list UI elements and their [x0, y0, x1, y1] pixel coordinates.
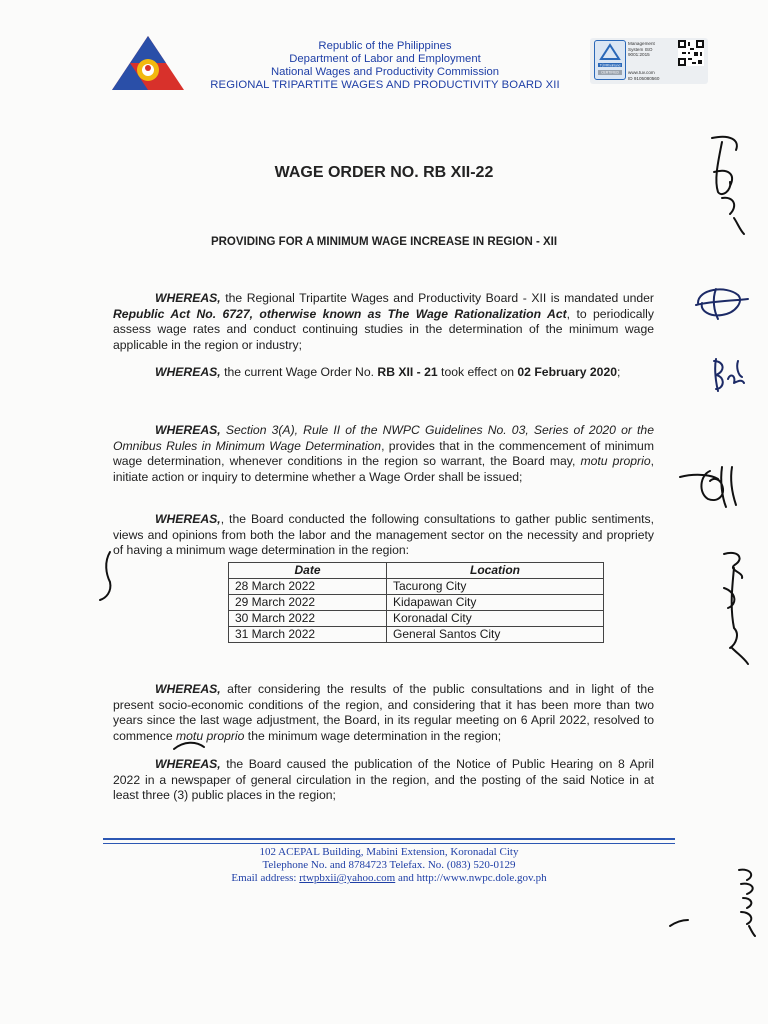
cell-location: General Santos City [387, 627, 604, 643]
whereas-label: WHEREAS, [155, 512, 221, 526]
p2-text-1: the current Wage Order No. [220, 365, 378, 379]
cell-date: 29 March 2022 [229, 595, 387, 611]
email-link[interactable]: rtwpbxii@yahoo.com [299, 872, 396, 884]
footer-phone: Telephone No. and 8784723 Telefax. No. (083) 520-0129 [262, 859, 516, 871]
p2-wage-order: RB XII - 21 [377, 365, 438, 379]
qr-code [678, 40, 704, 66]
cert-brand: TÜVRheinland [599, 63, 621, 68]
signature-initial-5 [714, 548, 754, 668]
p3-text-3: , initiate action or inquiry to determine whether a Wage Order shall be issued; [113, 454, 654, 484]
cell-date: 28 March 2022 [229, 579, 387, 595]
column-header-location: Location [387, 563, 604, 579]
p5-text-2: the minimum wage determination in the region; [244, 728, 502, 743]
cert-url: www.tuv.com [628, 70, 655, 75]
signature-initial-4 [676, 463, 746, 511]
footer [103, 846, 675, 885]
whereas-paragraph-1 [113, 291, 654, 353]
footer-divider [103, 838, 675, 840]
header-line-nwpc: National Wages and Productivity Commission [270, 66, 500, 78]
cell-date: 30 March 2022 [229, 611, 387, 627]
signature-initial-6 [733, 864, 761, 938]
signature-initial-2 [692, 283, 750, 323]
email-label: Email address: [231, 872, 300, 884]
whereas-label: WHEREAS, [155, 291, 221, 305]
website-link[interactable]: http://www.nwpc.dole.gov.ph [416, 872, 547, 884]
cell-location: Koronadal City [387, 611, 604, 627]
footer-address: 102 ACEPAL Building, Mabini Extension, Koronadal City [259, 846, 519, 858]
whereas-paragraph-3 [113, 423, 654, 485]
cell-location: Tacurong City [387, 579, 604, 595]
page-subtitle: PROVIDING FOR A MINIMUM WAGE INCREASE IN REGION - XII [210, 236, 558, 248]
p5-motu-proprio: motu proprio [176, 728, 245, 743]
footer-and: and [395, 872, 417, 884]
p3-motu-proprio: motu proprio [580, 454, 651, 469]
cert-text: Management System ISO 9001:2015 [628, 41, 655, 58]
p4-text: , the Board conducted the following consultations to gather public sentiments, views and opinions from both the labor and the management sector on the necessity and propriety of having a minimum wage determination in the region: [113, 512, 654, 558]
dole-logo [110, 34, 186, 92]
table-row [229, 595, 604, 611]
column-header-date: Date [229, 563, 387, 579]
cell-date: 31 March 2022 [229, 627, 387, 643]
table-row [229, 627, 604, 643]
p1-act: Republic Act No. 6727, otherwise known as The Wage Rationalization Act [113, 306, 567, 321]
tuv-certification-badge [594, 40, 626, 80]
whereas-paragraph-6 [113, 757, 654, 804]
header-line-dole: Department of Labor and Employment [289, 53, 481, 65]
footer-divider [103, 843, 675, 844]
cell-location: Kidapawan City [387, 595, 604, 611]
margin-pen-mark [668, 916, 690, 930]
whereas-label: WHEREAS, [155, 423, 221, 437]
table-row [229, 579, 604, 595]
table-row [229, 611, 604, 627]
signature-initial-1 [700, 128, 752, 238]
consultation-table [228, 562, 604, 643]
p6-text: the Board caused the publication of the Notice of Public Hearing on 8 April 2022 in a newspaper of general circulation in the region, and the posting of the said Notice in at least three (3) public places in the region; [113, 757, 654, 803]
table-header-row [229, 563, 604, 579]
letterhead [190, 40, 580, 92]
page-title: WAGE ORDER NO. RB XII-22 [274, 164, 494, 181]
p5-text-1: after considering the results of the public consultations and in light of the present socio-economic conditions of the region, and considering that it has been more than two years since the last wage adjustment, the Board, in its regular meeting on 6 April 2022, resolved to commence [113, 682, 654, 743]
whereas-paragraph-5 [113, 682, 654, 744]
whereas-paragraph-4 [113, 512, 654, 559]
p2-text-2: took effect on [437, 365, 518, 379]
cert-badge: CERTIFIED [601, 70, 619, 75]
footer-contact [103, 872, 675, 885]
whereas-paragraph-2 [113, 365, 654, 381]
margin-pen-mark [94, 548, 118, 604]
triangle-icon [595, 41, 625, 79]
p2-text-3: ; [617, 365, 621, 379]
p2-date: 02 February 2020 [517, 365, 618, 379]
whereas-label: WHEREAS, [155, 682, 221, 696]
cert-id: ID 9105080560 [628, 76, 660, 81]
margin-pen-mark [170, 737, 210, 757]
header-line-board: REGIONAL TRIPARTITE WAGES AND PRODUCTIVITY BOARD XII [210, 79, 560, 91]
whereas-label: WHEREAS, [155, 365, 221, 379]
header-line-republic: Republic of the Philippines [318, 40, 452, 52]
p3-text-1: Section 3(A), Rule II of the NWPC Guidelines No. 03, Series of 2020 or the Omnibus Rules in Minimum Wage Determination [113, 423, 654, 453]
p1-text-2: , to periodically assess wage rates and conduct continuing studies in the determination of the minimum wage applicable in the region or industry; [113, 306, 654, 352]
whereas-label: WHEREAS, [155, 757, 221, 771]
p3-text-2: , provides that in the commencement of minimum wage determination, whenever conditions in the region so warrant, the Board may, [113, 438, 654, 469]
signature-initial-3 [708, 353, 750, 397]
p1-text-1: the Regional Tripartite Wages and Productivity Board - XII is mandated under [220, 291, 654, 305]
certification-mark [590, 38, 708, 84]
